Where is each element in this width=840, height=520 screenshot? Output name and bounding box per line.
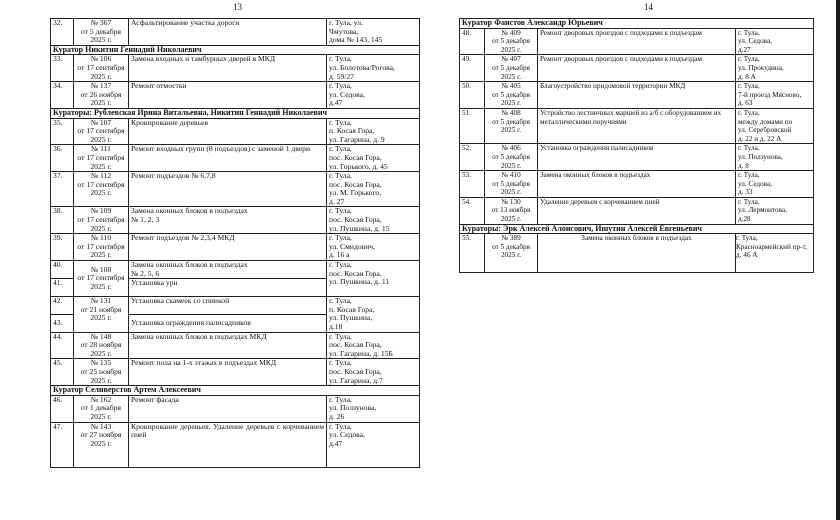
address: г. Тула, ул. Смидович, д. 16 а: [327, 234, 420, 261]
address: г. Тула, пос. Косая Гора, ул. Пушкина, д. 11: [327, 261, 420, 297]
order-ref: № 406 от 5 декабря 2025 г.: [485, 144, 538, 171]
address: г. Тула, пос. Косая Гора, ул. Горького, д. 45: [327, 145, 420, 172]
curator-name: Кураторы: Рублевская Ирина Витальевна, Никитин Геннадий Николаевич: [51, 108, 420, 118]
curator-name: Куратор Селиверстов Артем Алексеевич: [51, 386, 420, 396]
table-row: [460, 144, 814, 171]
table-row: [460, 28, 814, 55]
curator-row: [51, 386, 420, 396]
work-description: Ремонт пола на 1-х этажах в подъездах МКД: [129, 359, 327, 386]
curator-row: [460, 224, 814, 234]
work-description: Замена оконных блоков в подъездах № 1, 2, 3: [129, 207, 327, 234]
row-number: 49.: [460, 55, 485, 82]
table-row: [51, 332, 420, 359]
row-number: 48.: [460, 28, 485, 55]
curator-name: Куратор Фаистов Александр Юрьевич: [460, 19, 814, 29]
address: г. Тула, ул. Лермонтова, д.28: [736, 197, 814, 224]
curator-row: [460, 19, 814, 29]
order-ref: № 137 от 26 ноября 2025 г.: [74, 82, 129, 109]
address: г. Тула, ул. Ползунова, д. 26: [327, 395, 420, 422]
work-description: Ремонт фасада: [129, 395, 327, 422]
address: г. Тула, ул. Седова, д. 33: [736, 171, 814, 198]
table-row: [51, 422, 420, 467]
order-ref: № 405 от 5 декабря 2025 г.: [485, 82, 538, 109]
address: г. Тула, между домами по ул. Серебровской д. 22 и д. 22 А: [736, 108, 814, 143]
order-ref: № 410 от 5 декабря 2025 г.: [485, 171, 538, 198]
work-description: Ремонт дворовых проездов с подходами к подъездам: [538, 28, 736, 55]
table-row: [51, 118, 420, 145]
table-row: [51, 82, 420, 109]
work-description: Кронирование деревьев. Удаление деревьев с корчеванием пней: [129, 422, 327, 467]
order-ref: № 106 от 17 сентября 2025 г.: [74, 55, 129, 82]
row-number: 43.: [51, 315, 74, 332]
row-number: 35.: [51, 118, 74, 145]
work-description: Ремонт отмостки: [129, 82, 327, 109]
row-number: 40.: [51, 261, 74, 279]
table-row: [51, 55, 420, 82]
address: г. Тула, п. Косая Гора, ул. Гагарина, д. 9: [327, 118, 420, 145]
work-description: Асфальтирование участка дороги: [129, 19, 327, 46]
row-number: 32.: [51, 19, 74, 46]
row-number: 46.: [51, 395, 74, 422]
work-description: Замена оконных блоков в подъездах № 2, 5, 6: [129, 261, 327, 279]
order-ref: № 135 от 25 ноября 2025 г.: [74, 359, 129, 386]
table-row: [460, 197, 814, 224]
scan-edge-border: [836, 0, 840, 520]
table-row: [460, 171, 814, 198]
row-number: 45.: [51, 359, 74, 386]
table-row: [460, 55, 814, 82]
address: г. Тула, ул. Болотова/Рогова, д. 59/27: [327, 55, 420, 82]
page-number: 13: [233, 2, 242, 12]
curator-name: Кураторы: Эрк Алексей Алоисович, Ишутин Алексей Евгеньевич: [460, 224, 814, 234]
work-description: Ремонт дворовых проездов с подходами к подъездам: [538, 55, 736, 82]
order-ref: № 148 от 28 ноября 2025 г.: [74, 332, 129, 359]
work-description: Замена оконных блоков в подъездах МКД: [129, 332, 327, 359]
order-ref: № 108 от 17 сентября 2025 г.: [74, 261, 129, 297]
row-number: 39.: [51, 234, 74, 261]
row-number: 33.: [51, 55, 74, 82]
work-description: Установка ограждения палисадников: [538, 144, 736, 171]
order-ref: № 112 от 17 сентября 2025 г.: [74, 172, 129, 207]
row-number: 42.: [51, 297, 74, 315]
row-number: 47.: [51, 422, 74, 467]
work-description: Благоустройство придомовой территории МКД: [538, 82, 736, 109]
work-description: Установка урн: [129, 279, 327, 297]
row-number: 54.: [460, 197, 485, 224]
curator-row: [51, 108, 420, 118]
address: г. Тула, ул. Седова, д.47: [327, 422, 420, 467]
order-ref: № 130 от 13 ноября 2025 г.: [485, 197, 538, 224]
work-description: Установка скамеек со спинкой: [129, 297, 327, 315]
order-ref: № 110 от 17 сентября 2025 г.: [74, 234, 129, 261]
row-number: 37.: [51, 172, 74, 207]
work-description: Удаление деревьев с корчеванием пней: [538, 197, 736, 224]
address: г. Тула, пос. Косая Гора, ул. Гагарина, д. 15Б: [327, 332, 420, 359]
table-row: [51, 234, 420, 261]
works-table-page-13: [50, 18, 420, 468]
table-row: [460, 234, 814, 273]
work-description: Замена входных и тамбурных дверей в МКД: [129, 55, 327, 82]
page-number: 14: [644, 2, 653, 12]
row-number: 41.: [51, 279, 74, 297]
work-description: Замена оконных блоков в подъездах: [538, 171, 736, 198]
row-number: 34.: [51, 82, 74, 109]
address: г. Тула, п. Косая Гора, ул. Пушкина, д.18: [327, 297, 420, 332]
order-ref: № 107 от 17 сентября 2025 г.: [74, 118, 129, 145]
table-row: [51, 172, 420, 207]
row-number: 53.: [460, 171, 485, 198]
order-ref: № 409 от 5 декабря 2025 г.: [485, 28, 538, 55]
order-ref: № 408 от 5 декабря 2025 г.: [485, 108, 538, 143]
order-ref: № 389 от 5 декабря 2025 г.: [485, 234, 538, 273]
work-description: Кронирование деревьев: [129, 118, 327, 145]
row-number: 38.: [51, 207, 74, 234]
address: г. Тула, пос. Косая Гора, ул. М. Горького, д. 27: [327, 172, 420, 207]
address: г. Тула, ул. Седова, д.27: [736, 28, 814, 55]
row-number: 55.: [460, 234, 485, 273]
order-ref: № 111 от 17 сентября 2025 г.: [74, 145, 129, 172]
table-row: [51, 395, 420, 422]
address: г. Тула, пос. Косая Гора, ул. Гагарина, д.7: [327, 359, 420, 386]
address: г. Тула, пос. Косая Гора, ул. Пушкина, д. 15: [327, 207, 420, 234]
curator-name: Куратор Никитин Геннадий Николаевич: [51, 45, 420, 55]
row-number: 44.: [51, 332, 74, 359]
order-ref: № 367 от 5 декабря 2025 г.: [74, 19, 129, 46]
works-table-page-14: [459, 18, 814, 273]
address: г. Тула, ул. Седова, д.47: [327, 82, 420, 109]
table-row: [51, 261, 420, 279]
address: г. Тула, ул. Прокудина, д. 8 А: [736, 55, 814, 82]
table-row: [51, 297, 420, 315]
table-row: [460, 82, 814, 109]
work-description: Ремонт подъездов № 2,3,4 МКД: [129, 234, 327, 261]
order-ref: № 162 от 1 декабря 2025 г.: [74, 395, 129, 422]
table-row: [51, 19, 420, 46]
address: г. Тула, 7-й проезд Мясново, д. 63: [736, 82, 814, 109]
table-row: [51, 359, 420, 386]
address: г. Тула, Красноармейский пр-т, д. 46 А: [736, 234, 814, 273]
order-ref: № 109 от 17 сентября 2025 г.: [74, 207, 129, 234]
order-ref: № 407 от 5 декабря 2025 г.: [485, 55, 538, 82]
address: г. Тула, ул. Ползунова, д. 8: [736, 144, 814, 171]
work-description: Устройство лестничных маршей из а/б с оборудованием их металлическими поручнями: [538, 108, 736, 143]
address: г. Тула, ул. Чмутова, дома № 143, 145: [327, 19, 420, 46]
table-row: [51, 207, 420, 234]
order-ref: № 143 от 27 ноября 2025 г.: [74, 422, 129, 467]
work-description: Ремонт подъездов № 6,7,8: [129, 172, 327, 207]
order-ref: № 131 от 21 ноября 2025 г.: [74, 297, 129, 332]
work-description: Замена оконных блоков в подъездах: [538, 234, 736, 273]
table-row: [51, 145, 420, 172]
row-number: 51.: [460, 108, 485, 143]
row-number: 52.: [460, 144, 485, 171]
work-description: Установка ограждения палисадников: [129, 315, 327, 332]
table-row: [460, 108, 814, 143]
work-description: Ремонт входных групп (8 подъездов) с заменой 1 двери: [129, 145, 327, 172]
row-number: 50.: [460, 82, 485, 109]
row-number: 36.: [51, 145, 74, 172]
